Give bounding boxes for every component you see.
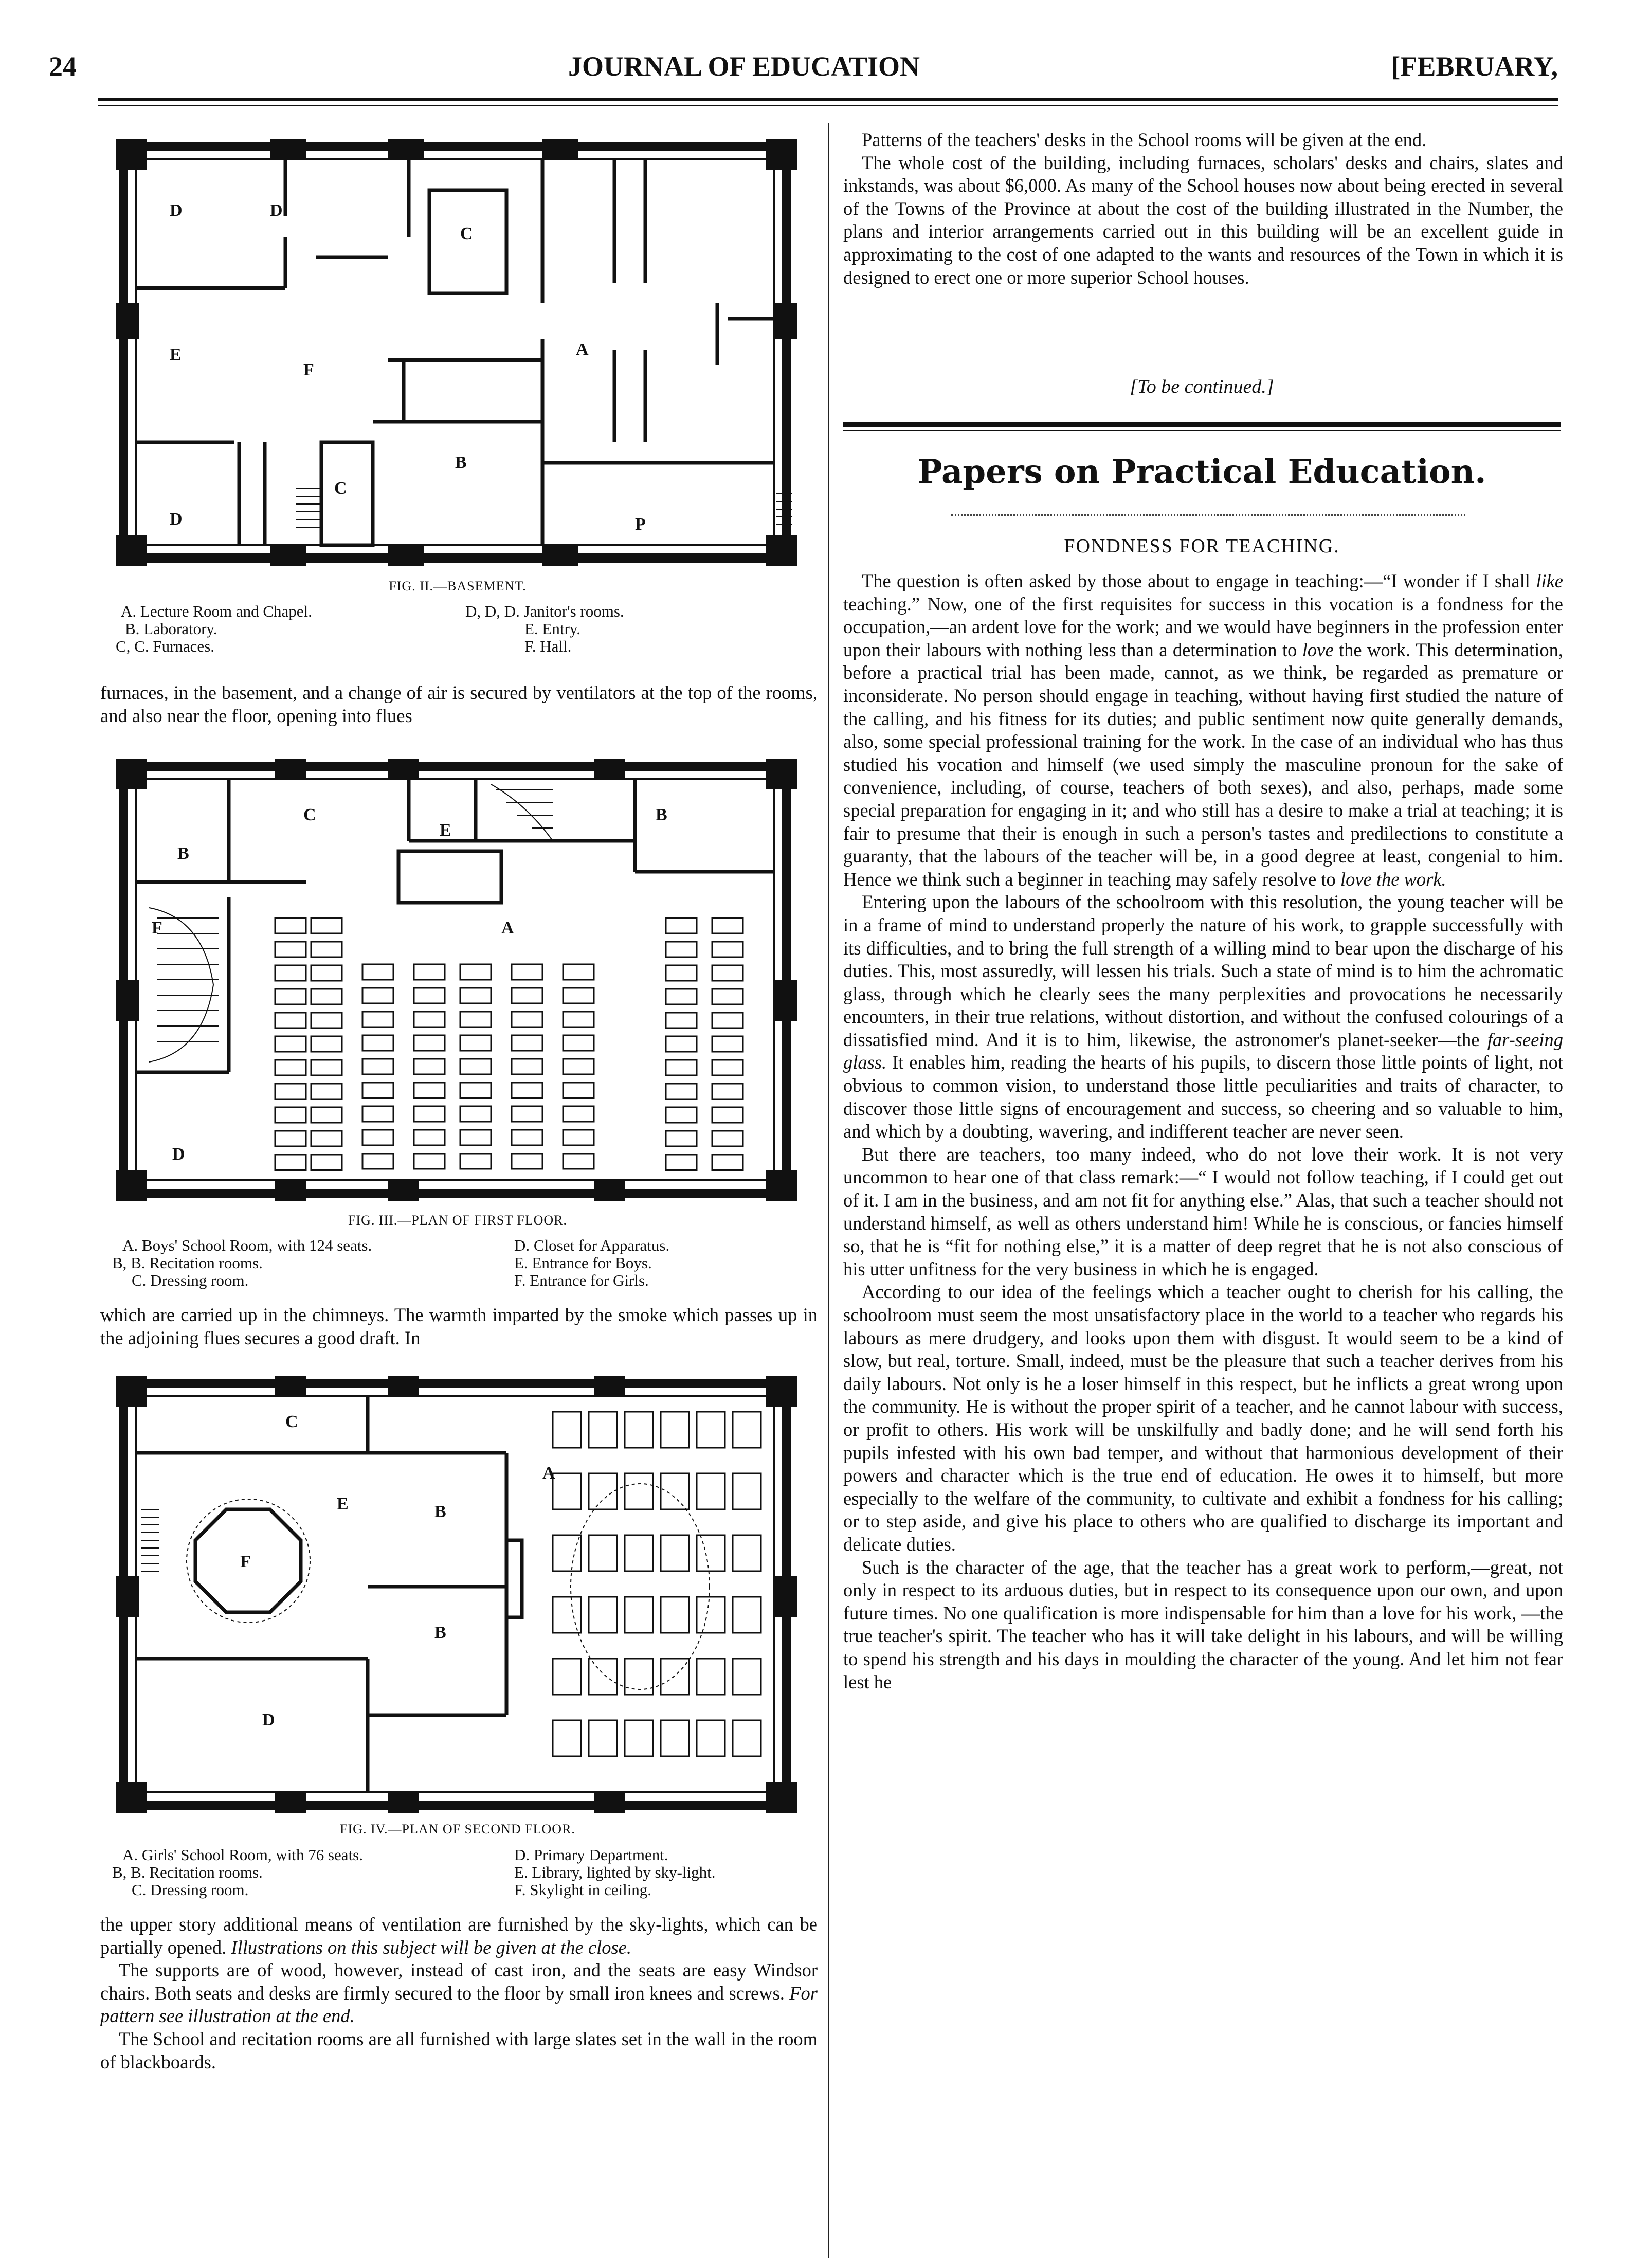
fig4-legend-item: F. Skylight in ceiling.: [514, 1881, 652, 1899]
desk: [512, 1035, 542, 1051]
fig4-legend-item: B, B. Recitation rooms.: [112, 1863, 263, 1881]
article-p1-text: The question is often asked by those about to engage in teaching:—“I wonder if I shall: [862, 570, 1536, 591]
fig4-legend-item: A. Girls' School Room, with 76 seats.: [122, 1846, 363, 1864]
article-p2-text: Entering upon the labours of the schoolroom with this resolution, the young teacher will be in a frame of mind to understand properly the nature of his work, to grapple successfully with its difficulties, and to bring the full strength of a willing mind to bear upon the discharge of his duties. This, most assuredly, will lessen his trials. Such a state of mind is to him the achromatic glass, through which he clearly sees the many perplexities and provocations he necessarily encounters, in their true relations, without distortion, and without the confused colourings of a dissatisfied mind. And it is to him, likewise, the astronomer's planet-seeker—the: [843, 891, 1563, 1050]
desk: [275, 942, 306, 957]
fig2-label-a: A: [576, 340, 589, 359]
fig4-label-a: A: [542, 1464, 555, 1483]
fig3-legend-item: D. Closet for Apparatus.: [514, 1236, 670, 1254]
fig3-floorplan-drawing: [100, 753, 815, 1206]
fig3-label-e: E: [440, 821, 451, 840]
fig4-second-floor-plan: [100, 1371, 815, 1818]
fig3-legend-item: A. Boys' School Room, with 124 seats.: [122, 1236, 372, 1254]
left-column-tail: [100, 1913, 818, 2074]
desk: [414, 1035, 445, 1051]
fig2-label-d1: D: [170, 201, 183, 220]
fig2-legend-item: C, C. Furnaces.: [116, 637, 215, 655]
desk: [460, 1154, 491, 1169]
desk: [512, 1130, 542, 1145]
desk: [666, 1155, 697, 1170]
para-chimneys: [100, 1304, 818, 1349]
fig2-legend-item: B. Laboratory.: [125, 620, 217, 638]
desk: [460, 1130, 491, 1145]
desk: [697, 1473, 725, 1509]
fig2-legend-right: [465, 603, 624, 655]
desk: [553, 1597, 581, 1633]
desk: [666, 918, 697, 933]
article-body: [843, 570, 1563, 1694]
desk: [460, 1083, 491, 1098]
desk: [414, 988, 445, 1003]
desk: [275, 989, 306, 1004]
desk: [362, 1083, 393, 1098]
fig2-label-p: P: [635, 515, 646, 534]
right-column-top: [843, 129, 1563, 289]
column-divider: [828, 123, 829, 2258]
desk: [512, 964, 542, 980]
desk: [625, 1535, 653, 1571]
fig4-label-b2: B: [434, 1623, 446, 1642]
fig3-legend-right: [514, 1237, 669, 1289]
fig3-label-b1: B: [177, 844, 189, 863]
fig2-label-b: B: [455, 453, 467, 472]
para-basement-text: furnaces, in the basement, and a change of air is secured by ventilators at the top of the rooms, and also near the floor, opening into flues: [100, 682, 818, 726]
desk: [666, 1131, 697, 1146]
desk: [553, 1535, 581, 1571]
para-cost: The whole cost of the building, including furnaces, scholars' desks and chairs, slates and inkstands, was about $6,000. As many of the School houses now about being erected in several of the Towns of the Province at about the cost of the building illustrated in the Number, the plans and interior arrangements carried out in this building will be an excellent guide in approximating to the cost of one adapted to the wants and resources of the Town in which it is designed to erect one or more superior School houses.: [843, 152, 1563, 288]
fig2-floorplan-drawing: [100, 134, 815, 571]
para-basement: [100, 681, 818, 727]
article-p2-italic: far-seeing glass.: [843, 1029, 1563, 1073]
desk: [589, 1659, 617, 1695]
desk: [666, 1060, 697, 1075]
desk: [666, 1013, 697, 1028]
desk: [563, 1012, 594, 1027]
header-rule-thin: [98, 105, 1558, 106]
desk: [275, 1107, 306, 1123]
desk: [712, 942, 743, 957]
para-patterns: Patterns of the teachers' desks in the School rooms will be given at the end.: [862, 129, 1427, 150]
fig2-legend-item: D, D, D. Janitor's rooms.: [465, 602, 624, 620]
desk: [733, 1659, 761, 1695]
header-rule: [98, 98, 1558, 101]
desk: [666, 942, 697, 957]
desk: [275, 1155, 306, 1170]
article-p1-text: the work. This determination, before a practical trial has been made, cannot, as we think, be regarded as premature or inconsiderate. No person should engage in teaching, without having first studied the nature of the calling, and his fitness for its duties; and public sentiment now quite generally demands, also, some special professional training for the work. In the case of an individual who has thus studied his vocation and himself (we used simply the masculine pronoun for the sake of convenience, including, of course, teachers of both sexes), and also, perhaps, made some special preparation for engaging in it; and who still has a desire to make a trial at teaching; it is fair to presume that their is enough in such a person's tastes and predilections to constitute a guaranty, that the labours of the teacher will be, in a good degree at least, congenial to him. Hence we think such a beginner in teaching may safely resolve to: [843, 639, 1563, 890]
desk: [311, 1131, 342, 1146]
fig4-desk-rows: [553, 1412, 761, 1756]
para-skylights: [100, 1913, 818, 1959]
desk: [311, 1084, 342, 1099]
fig2-caption: FIG. II.—BASEMENT.: [389, 579, 527, 593]
desk: [625, 1412, 653, 1448]
desk: [460, 1012, 491, 1027]
desk: [311, 918, 342, 933]
fig2-label-c2: C: [334, 479, 347, 498]
para-skylights-italic: Illustrations on this subject will be given at the close.: [231, 1936, 631, 1958]
desk: [661, 1535, 689, 1571]
section-title: Papers on Practical Education.: [917, 453, 1486, 491]
para-slates: The School and recitation rooms are all furnished with large slates set in the wall in the room of blackboards.: [100, 2028, 818, 2073]
desk: [311, 1013, 342, 1028]
desk: [311, 1107, 342, 1123]
desk: [733, 1597, 761, 1633]
article-para-2: [843, 891, 1563, 1143]
para-chimneys-text: which are carried up in the chimneys. The warmth imparted by the smoke which passes up in the adjoining flues secures a good draft. In: [100, 1304, 818, 1348]
desk: [275, 1131, 306, 1146]
desk: [589, 1473, 617, 1509]
desk: [512, 1083, 542, 1098]
fig3-legend-item: B, B. Recitation rooms.: [112, 1254, 263, 1272]
para-supports-italic: For pattern see illustration at the end.: [100, 1982, 818, 2027]
page-number: 24: [49, 51, 77, 82]
article-para-1: [843, 570, 1563, 891]
fig4-label-b1: B: [434, 1502, 446, 1521]
desk: [589, 1720, 617, 1756]
desk: [733, 1535, 761, 1571]
desk: [311, 989, 342, 1004]
article-title: FONDNESS FOR TEACHING.: [1064, 535, 1340, 557]
desk: [460, 988, 491, 1003]
desk: [563, 1130, 594, 1145]
fig4-legend-right: [514, 1846, 715, 1899]
article-para-4: According to our idea of the feelings which a teacher ought to cherish for his calling, the schoolroom must seem the most unsatisfactory place in the world to a teacher who regards his labours as mere drudgery, and looks upon them with disgust. It would seem to be a kind of slow, but real, torture. Small, indeed, must be the pleasure that such a teacher derives from his daily labours. Not only is he a loser himself in this respect, but he inflicts a great wrong upon the community. He is without the proper spirit of a teacher, and he cannot labour with success, or profit to others. His work will be unskilfully and badly done; and he will send forth his pupils infested with his own bad temper, and without that harmonious development of their powers and character which is the true end of education. He owes it to himself, but more especially to the welfare of the community, to cultivate and exhibit a fondness for his calling; or to step aside, and give his place to others who are qualified to discharge its important and delicate duties.: [843, 1281, 1563, 1555]
fig2-label-f: F: [303, 361, 314, 380]
desk: [512, 1059, 542, 1074]
desk: [311, 965, 342, 981]
desk: [625, 1720, 653, 1756]
to-be-continued: [To be continued.]: [1130, 376, 1274, 398]
fig3-legend-item: E. Entrance for Boys.: [514, 1254, 652, 1272]
desk: [733, 1473, 761, 1509]
desk: [275, 1060, 306, 1075]
desk: [362, 988, 393, 1003]
desk: [414, 1059, 445, 1074]
fig3-caption: FIG. III.—PLAN OF FIRST FLOOR.: [348, 1213, 568, 1228]
desk: [563, 964, 594, 980]
para-skylights-text: the upper story additional means of ventilation are furnished by the sky-lights, which can be partially opened.: [100, 1914, 818, 1958]
desk: [563, 1083, 594, 1098]
fig2-label-c1: C: [460, 224, 473, 243]
fig4-label-e: E: [337, 1495, 349, 1514]
desk: [666, 989, 697, 1004]
article-p2-text: It enables him, reading the hearts of his pupils, to discern those little points of light, not obvious to common vision, to understand those little peculiarities and traits of character, to discover those little signs of encouragement and success, so cheering and so valuable to him, and which by a doubting, wavering, and indifferent teacher are never seen.: [843, 1052, 1563, 1142]
fig2-label-e: E: [170, 345, 182, 364]
article-p1-text: teaching.” Now, one of the first requisites for success in this vocation is a fondness for the occupation,—an ardent love for the work; and we would have beginners in the profession enter upon their labours with nothing less than a determination to: [843, 593, 1563, 660]
fig4-floorplan-drawing: [100, 1371, 815, 1818]
desk: [553, 1720, 581, 1756]
desk: [311, 1155, 342, 1170]
fig2-label-d2: D: [270, 201, 283, 220]
desk: [563, 1154, 594, 1169]
desk: [275, 1013, 306, 1028]
desk: [712, 989, 743, 1004]
fig3-legend-item: F. Entrance for Girls.: [514, 1271, 649, 1289]
section-ornament-rule: [951, 514, 1465, 516]
desk: [460, 1035, 491, 1051]
desk: [712, 1155, 743, 1170]
para-supports-text: The supports are of wood, however, instead of cast iron, and the seats are easy Windsor chairs. Both seats and desks are firmly secured to the floor by small iron knees and screws.: [100, 1959, 818, 2004]
desk: [362, 1130, 393, 1145]
desk: [460, 1059, 491, 1074]
fig2-legend-item: A. Lecture Room and Chapel.: [121, 602, 312, 620]
fig2-legend-left: [116, 602, 312, 655]
fig4-legend-item: D. Primary Department.: [514, 1846, 668, 1864]
fig3-label-d: D: [172, 1145, 185, 1164]
desk: [589, 1412, 617, 1448]
fig4-label-d: D: [262, 1711, 275, 1730]
desk: [414, 964, 445, 980]
desk: [661, 1659, 689, 1695]
desk: [414, 1130, 445, 1145]
desk: [362, 1106, 393, 1122]
article-p1-italic: love: [1302, 639, 1334, 660]
desk: [362, 1154, 393, 1169]
desk: [563, 1106, 594, 1122]
desk: [697, 1597, 725, 1633]
desk: [712, 965, 743, 981]
fig3-label-f: F: [152, 919, 162, 938]
fig4-legend-left: [112, 1846, 363, 1899]
desk: [625, 1473, 653, 1509]
desk: [512, 1106, 542, 1122]
desk: [661, 1720, 689, 1756]
desk: [712, 1060, 743, 1075]
desk: [414, 1083, 445, 1098]
fig3-label-b2: B: [656, 805, 667, 824]
section-rule-thin: [843, 430, 1561, 431]
desk: [311, 942, 342, 957]
running-header: [49, 50, 1558, 86]
journal-title: JOURNAL OF EDUCATION: [568, 51, 920, 82]
desk: [414, 1106, 445, 1122]
desk: [553, 1659, 581, 1695]
fig4-caption: FIG. IV.—PLAN OF SECOND FLOOR.: [340, 1822, 575, 1837]
desk: [311, 1060, 342, 1075]
desk: [362, 1059, 393, 1074]
fig3-legend-left: [112, 1237, 372, 1289]
desk: [697, 1535, 725, 1571]
article-para-5: Such is the character of the age, that the teacher has a great work to perform,—great, not only in respect to its arduous duties, but in respect to its consequence upon our own, and upon future times. No one qualification is more indispensable for him than a love for his work, —the true teacher's spirit. The teacher who has it will take delight in his labours, and will be willing to spend his strength and his days in moulding the character of the young. And let him not fear lest he: [843, 1556, 1563, 1693]
desk: [697, 1659, 725, 1695]
desk: [712, 1013, 743, 1028]
fig2-legend-item: F. Hall.: [524, 637, 572, 655]
issue-month: [FEBRUARY,: [1391, 51, 1558, 82]
desk: [666, 965, 697, 981]
desk: [712, 1131, 743, 1146]
desk: [275, 1084, 306, 1099]
fig4-legend-item: E. Library, lighted by sky-light.: [514, 1863, 716, 1881]
desk: [589, 1535, 617, 1571]
desk: [414, 1154, 445, 1169]
desk: [563, 988, 594, 1003]
desk: [362, 1012, 393, 1027]
fig2-legend-item: E. Entry.: [524, 620, 581, 638]
fig3-desk-rows: [275, 918, 743, 1170]
article-p1-italic: like: [1536, 570, 1563, 591]
fig3-label-a: A: [501, 919, 514, 938]
desk: [275, 965, 306, 981]
desk: [512, 1154, 542, 1169]
desk: [697, 1412, 725, 1448]
fig3-label-c: C: [303, 805, 316, 824]
desk: [563, 1059, 594, 1074]
fig3-legend-item: C. Dressing room.: [132, 1271, 249, 1289]
desk: [666, 1036, 697, 1052]
desk: [733, 1412, 761, 1448]
article-para-3: But there are teachers, too many indeed, who do not love their work. It is not very uncommon to hear one of that class remark:—“ I would not follow teaching, if I could get out of it. I am in the business, and am not fit for anything else.” Alas, that such a teacher should not understand himself, as well as others understand him! While he is conscious, or fancies himself so, that he is “fit for nothing else,” it is a matter of deep regret that he is not also conscious of his utter unfitness for the very business in which he is engaged.: [843, 1143, 1563, 1280]
fig2-basement-plan: [100, 134, 815, 571]
desk: [512, 988, 542, 1003]
section-rule-top: [843, 422, 1561, 427]
article-p1-italic: love the work.: [1340, 868, 1446, 890]
desk: [712, 918, 743, 933]
desk: [460, 964, 491, 980]
desk: [697, 1720, 725, 1756]
fig4-label-c: C: [285, 1412, 298, 1431]
desk: [666, 1084, 697, 1099]
desk: [712, 1036, 743, 1052]
desk: [275, 918, 306, 933]
desk: [414, 1012, 445, 1027]
fig3-first-floor-plan: [100, 753, 815, 1206]
desk: [512, 1012, 542, 1027]
desk: [661, 1597, 689, 1633]
desk: [625, 1597, 653, 1633]
fig4-label-f: F: [240, 1552, 251, 1571]
desk: [362, 1035, 393, 1051]
desk: [563, 1035, 594, 1051]
desk: [712, 1107, 743, 1123]
desk: [553, 1412, 581, 1448]
desk: [553, 1473, 581, 1509]
desk: [460, 1106, 491, 1122]
desk: [661, 1412, 689, 1448]
desk: [666, 1107, 697, 1123]
fig4-legend-item: C. Dressing room.: [132, 1881, 249, 1899]
para-supports: [100, 1959, 818, 2028]
desk: [733, 1720, 761, 1756]
fig2-label-d3: D: [170, 510, 183, 529]
desk: [362, 964, 393, 980]
desk: [712, 1084, 743, 1099]
desk: [661, 1473, 689, 1509]
desk: [589, 1597, 617, 1633]
desk: [311, 1036, 342, 1052]
desk: [275, 1036, 306, 1052]
